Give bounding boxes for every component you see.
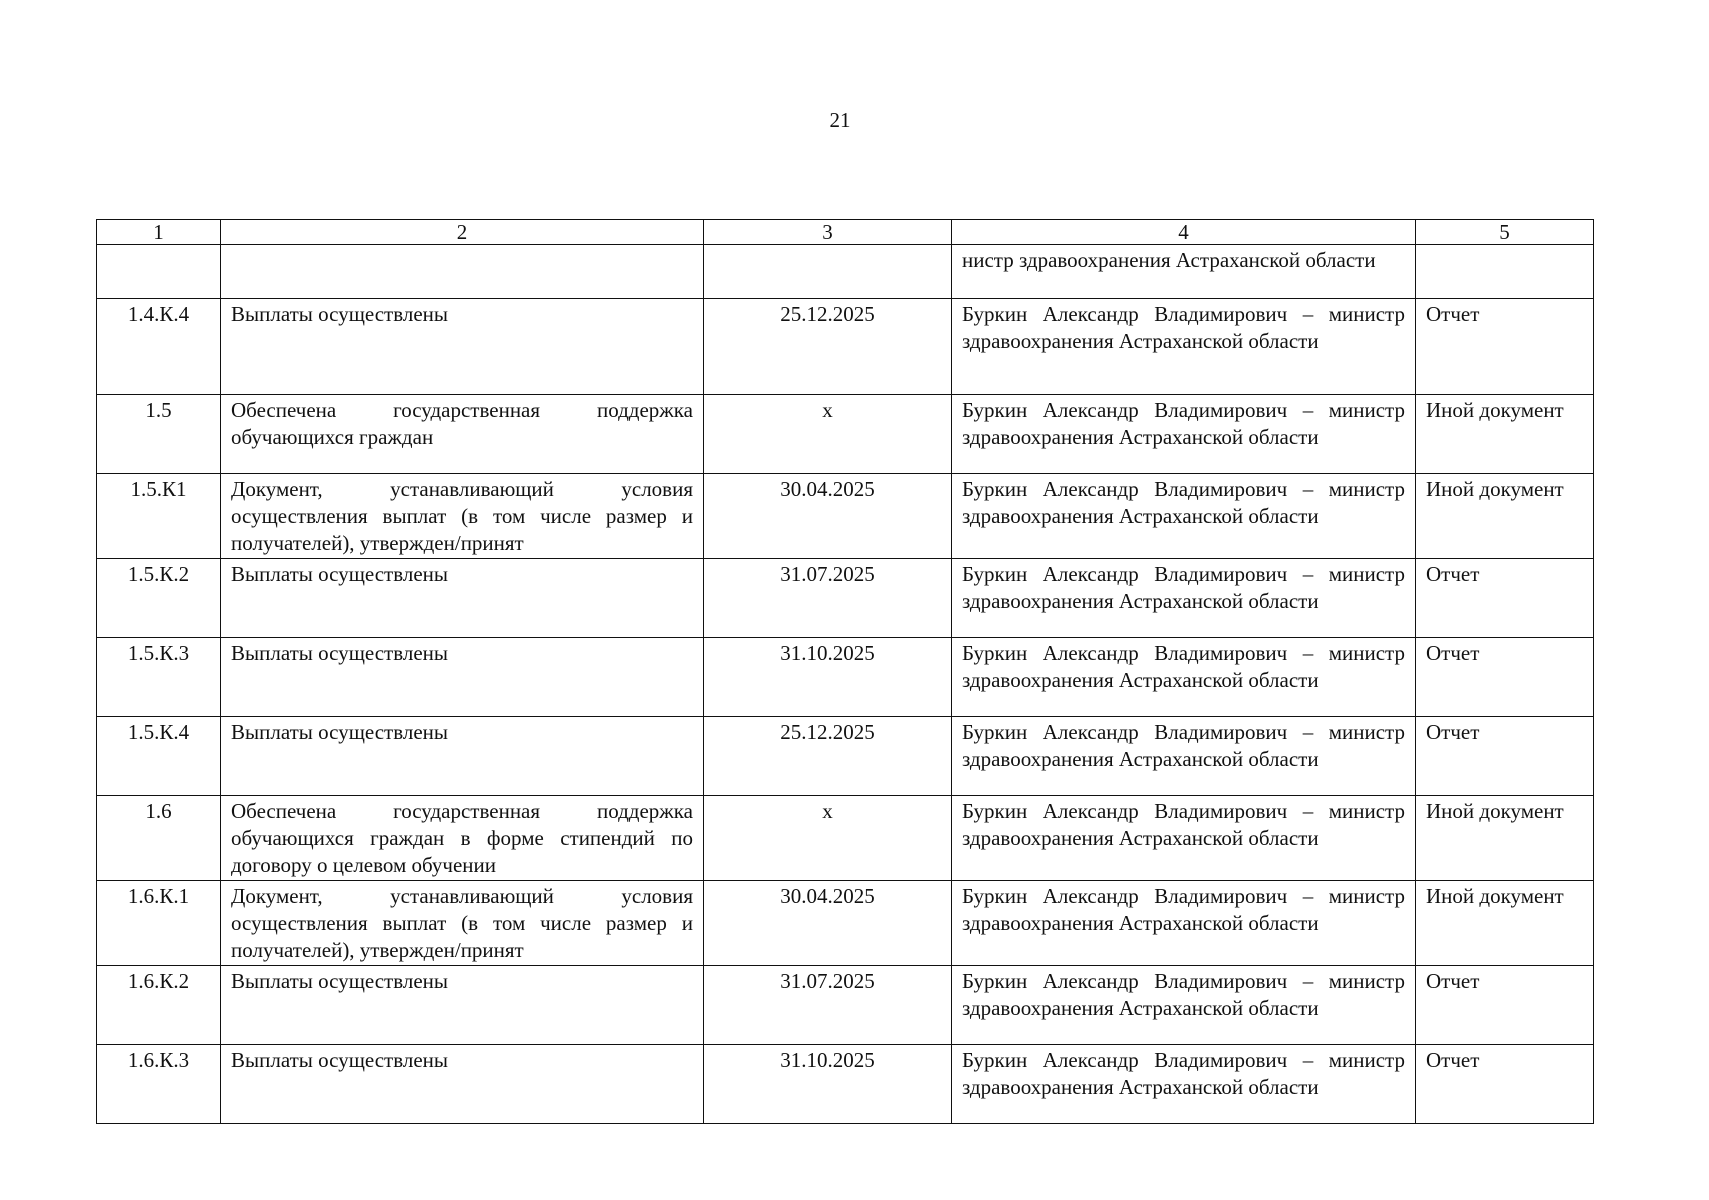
table-body bbox=[97, 245, 1594, 1124]
event-name: Документ, устанавливающий условия осуществления выплат (в том числе размер и получателей), утвержден/принят bbox=[221, 881, 704, 966]
deadline-date: 31.10.2025 bbox=[704, 1045, 952, 1124]
event-name: Выплаты осуществлены bbox=[221, 559, 704, 638]
table-row bbox=[97, 245, 1594, 299]
responsible-person: Буркин Александр Владимирович – министр здравоохранения Астраханской области bbox=[952, 559, 1416, 638]
table-row bbox=[97, 395, 1594, 474]
document-type: Иной документ bbox=[1416, 796, 1594, 881]
document-type: Иной документ bbox=[1416, 474, 1594, 559]
row-number: 1.6.К.3 bbox=[97, 1045, 221, 1124]
deadline-date: x bbox=[704, 796, 952, 881]
responsible-person: Буркин Александр Владимирович – министр здравоохранения Астраханской области bbox=[952, 299, 1416, 395]
event-name bbox=[221, 245, 704, 299]
row-number: 1.5.К1 bbox=[97, 474, 221, 559]
row-number bbox=[97, 245, 221, 299]
table-row bbox=[97, 966, 1594, 1045]
deadline-date bbox=[704, 245, 952, 299]
plan-table bbox=[96, 219, 1594, 1124]
deadline-date: 31.07.2025 bbox=[704, 559, 952, 638]
table-header bbox=[97, 220, 1594, 245]
deadline-date: 30.04.2025 bbox=[704, 474, 952, 559]
header-col-2: 2 bbox=[221, 220, 704, 245]
event-name: Выплаты осуществлены bbox=[221, 717, 704, 796]
row-number: 1.4.К.4 bbox=[97, 299, 221, 395]
document-type: Иной документ bbox=[1416, 881, 1594, 966]
event-name: Выплаты осуществлены bbox=[221, 966, 704, 1045]
event-name: Обеспечена государственная поддержка обучающихся граждан bbox=[221, 395, 704, 474]
document-type: Отчет bbox=[1416, 717, 1594, 796]
header-col-1: 1 bbox=[97, 220, 221, 245]
responsible-person: Буркин Александр Владимирович – министр здравоохранения Астраханской области bbox=[952, 717, 1416, 796]
table-row bbox=[97, 474, 1594, 559]
responsible-person: Буркин Александр Владимирович – министр здравоохранения Астраханской области bbox=[952, 638, 1416, 717]
table-row bbox=[97, 796, 1594, 881]
deadline-date: 31.07.2025 bbox=[704, 966, 952, 1045]
row-number: 1.6.К.1 bbox=[97, 881, 221, 966]
deadline-date: 25.12.2025 bbox=[704, 717, 952, 796]
document-type: Отчет bbox=[1416, 299, 1594, 395]
responsible-person: Буркин Александр Владимирович – министр здравоохранения Астраханской области bbox=[952, 1045, 1416, 1124]
table-row bbox=[97, 559, 1594, 638]
event-name: Выплаты осуществлены bbox=[221, 299, 704, 395]
row-number: 1.5 bbox=[97, 395, 221, 474]
document-type: Отчет bbox=[1416, 559, 1594, 638]
responsible-person: Буркин Александр Владимирович – министр здравоохранения Астраханской области bbox=[952, 796, 1416, 881]
responsible-person: Буркин Александр Владимирович – министр здравоохранения Астраханской области bbox=[952, 881, 1416, 966]
responsible-person: нистр здравоохранения Астраханской области bbox=[952, 245, 1416, 299]
responsible-person: Буркин Александр Владимирович – министр здравоохранения Астраханской области bbox=[952, 474, 1416, 559]
header-col-4: 4 bbox=[952, 220, 1416, 245]
header-col-3: 3 bbox=[704, 220, 952, 245]
document-type: Отчет bbox=[1416, 638, 1594, 717]
table-row bbox=[97, 299, 1594, 395]
deadline-date: 25.12.2025 bbox=[704, 299, 952, 395]
responsible-person: Буркин Александр Владимирович – министр здравоохранения Астраханской области bbox=[952, 966, 1416, 1045]
table-row bbox=[97, 1045, 1594, 1124]
table-row bbox=[97, 881, 1594, 966]
deadline-date: x bbox=[704, 395, 952, 474]
responsible-person: Буркин Александр Владимирович – министр здравоохранения Астраханской области bbox=[952, 395, 1416, 474]
row-number: 1.5.К.2 bbox=[97, 559, 221, 638]
table-row bbox=[97, 717, 1594, 796]
header-col-5: 5 bbox=[1416, 220, 1594, 245]
row-number: 1.6 bbox=[97, 796, 221, 881]
event-name: Обеспечена государственная поддержка обучающихся граждан в форме стипендий по договору о целевом обучении bbox=[221, 796, 704, 881]
document-type bbox=[1416, 245, 1594, 299]
deadline-date: 31.10.2025 bbox=[704, 638, 952, 717]
row-number: 1.5.К.3 bbox=[97, 638, 221, 717]
event-name: Документ, устанавливающий условия осуществления выплат (в том числе размер и получателей), утвержден/принят bbox=[221, 474, 704, 559]
row-number: 1.6.К.2 bbox=[97, 966, 221, 1045]
page-number: 21 bbox=[829, 108, 851, 132]
deadline-date: 30.04.2025 bbox=[704, 881, 952, 966]
table-row bbox=[97, 638, 1594, 717]
document-type: Иной документ bbox=[1416, 395, 1594, 474]
event-name: Выплаты осуществлены bbox=[221, 1045, 704, 1124]
document-type: Отчет bbox=[1416, 966, 1594, 1045]
event-name: Выплаты осуществлены bbox=[221, 638, 704, 717]
row-number: 1.5.К.4 bbox=[97, 717, 221, 796]
document-type: Отчет bbox=[1416, 1045, 1594, 1124]
